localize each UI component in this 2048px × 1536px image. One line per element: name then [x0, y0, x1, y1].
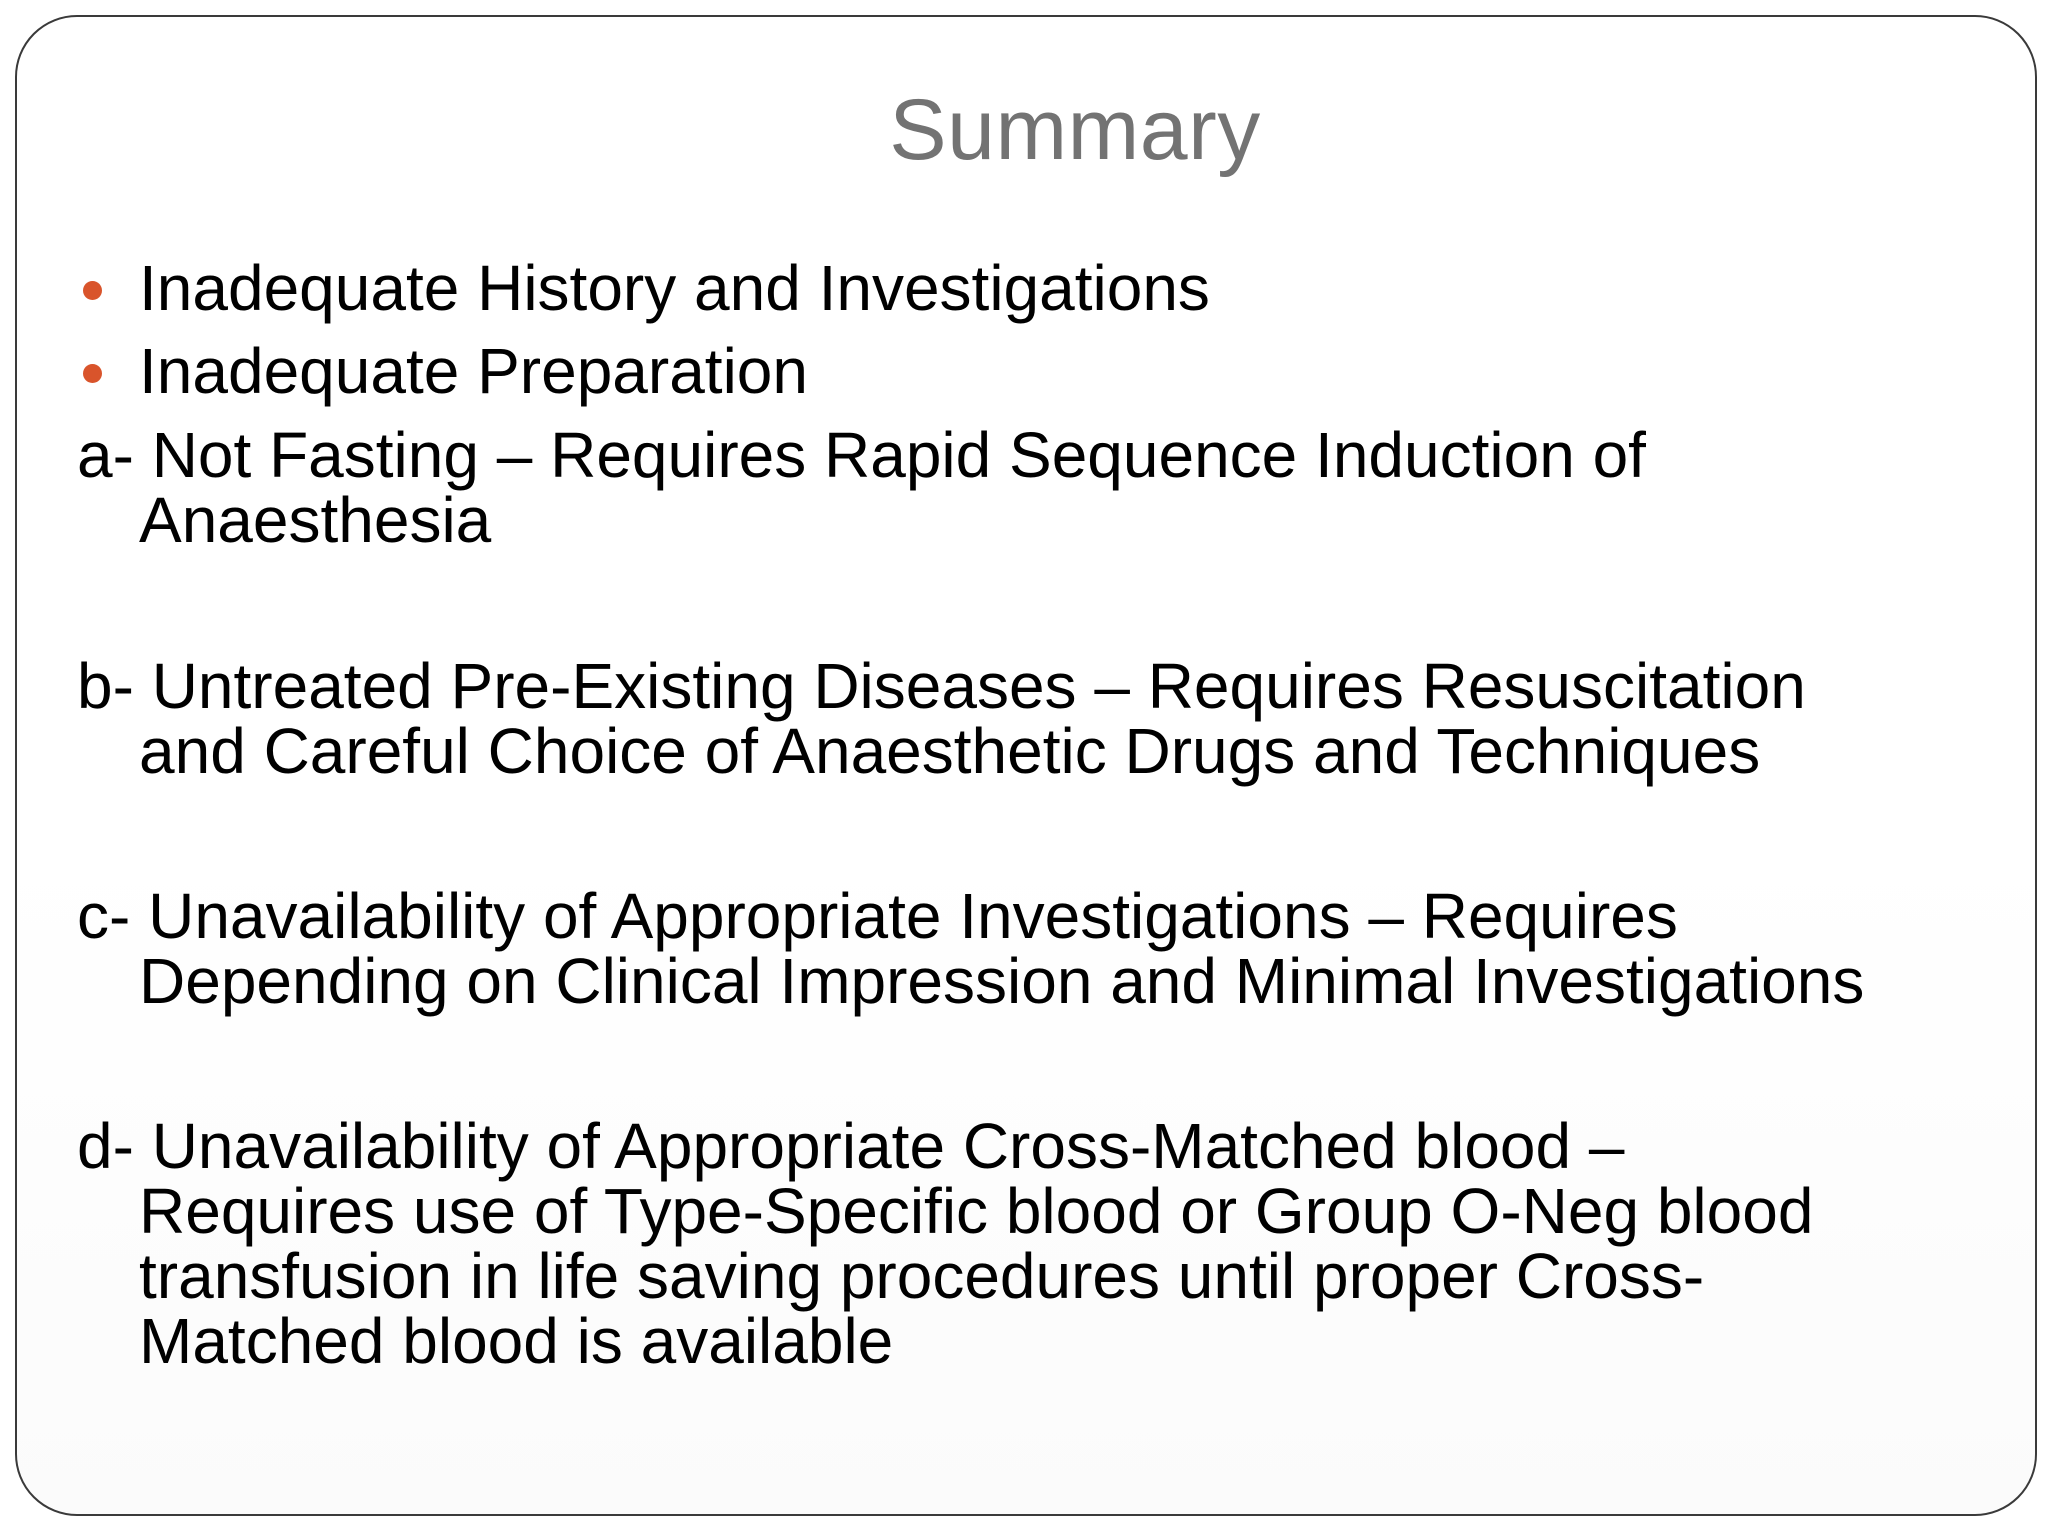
- bullet-dot-icon: [83, 364, 102, 383]
- item-c-continuation: [77, 945, 2017, 1017]
- bullet-item: Inadequate Preparation: [139, 335, 808, 407]
- item-d: [77, 1110, 2017, 1377]
- slide-title: Summary: [889, 82, 1261, 178]
- item-c-line: Depending on Clinical Impression and Minimal Investigations: [139, 945, 1865, 1017]
- item-d-line: transfusion in life saving procedures until proper Cross-: [139, 1240, 1705, 1312]
- bullet-dot-icon: [83, 281, 102, 300]
- bullet-item: Inadequate History and Investigations: [139, 252, 1210, 324]
- item-a-line: Anaesthesia: [139, 484, 492, 556]
- item-d-line: d- Unavailability of Appropriate Cross-Matched blood –: [77, 1110, 1625, 1182]
- item-b-line: b- Untreated Pre-Existing Diseases – Requires Resuscitation: [77, 650, 1806, 722]
- item-a-continuation: [77, 484, 2017, 556]
- item-a-line: a- Not Fasting – Requires Rapid Sequence Induction of: [77, 419, 1646, 491]
- item-b-continuation: [77, 715, 2017, 787]
- item-d-continuation: [77, 1175, 2017, 1377]
- item-b: [77, 650, 2017, 787]
- item-d-line: Requires use of Type-Specific blood or Group O-Neg blood: [139, 1175, 1814, 1247]
- item-c: [77, 880, 2017, 1017]
- item-c-line: c- Unavailability of Appropriate Investigations – Requires: [77, 880, 1678, 952]
- item-a: [77, 419, 2017, 556]
- item-b-line: and Careful Choice of Anaesthetic Drugs and Techniques: [139, 715, 1761, 787]
- item-d-line: Matched blood is available: [139, 1305, 894, 1377]
